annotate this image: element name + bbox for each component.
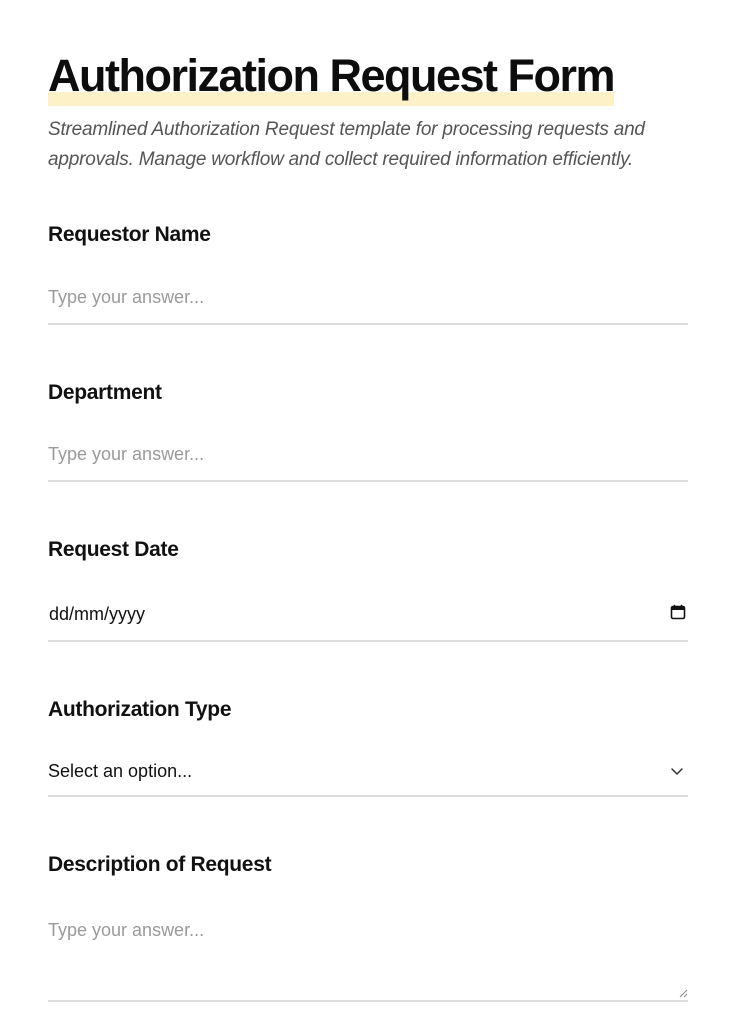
- select-value: Select an option...: [48, 761, 193, 781]
- authorization-type-label: Authorization Type: [48, 698, 232, 721]
- description-textarea[interactable]: [48, 900, 688, 1002]
- page-title: Authorization Request Form: [48, 50, 614, 101]
- page-subtitle: Streamlined Authorization Request template for processing requests and approvals. Manage workflow and collect required information efficiently.: [48, 119, 645, 170]
- requestor-name-input[interactable]: [48, 278, 688, 325]
- chevron-down-icon: [670, 764, 684, 778]
- authorization-type-select[interactable]: [48, 752, 688, 797]
- department-label: Department: [48, 381, 162, 404]
- department-input[interactable]: [48, 435, 688, 482]
- resize-handle-icon[interactable]: [678, 988, 688, 998]
- description-label: Description of Request: [48, 853, 272, 876]
- date-format-text: dd/mm/yyyy: [49, 604, 146, 624]
- form-header: [48, 50, 614, 102]
- request-date-label: Request Date: [48, 538, 179, 561]
- request-date-input[interactable]: [48, 594, 688, 642]
- calendar-icon[interactable]: [670, 604, 686, 620]
- requestor-name-label: Requestor Name: [48, 223, 211, 246]
